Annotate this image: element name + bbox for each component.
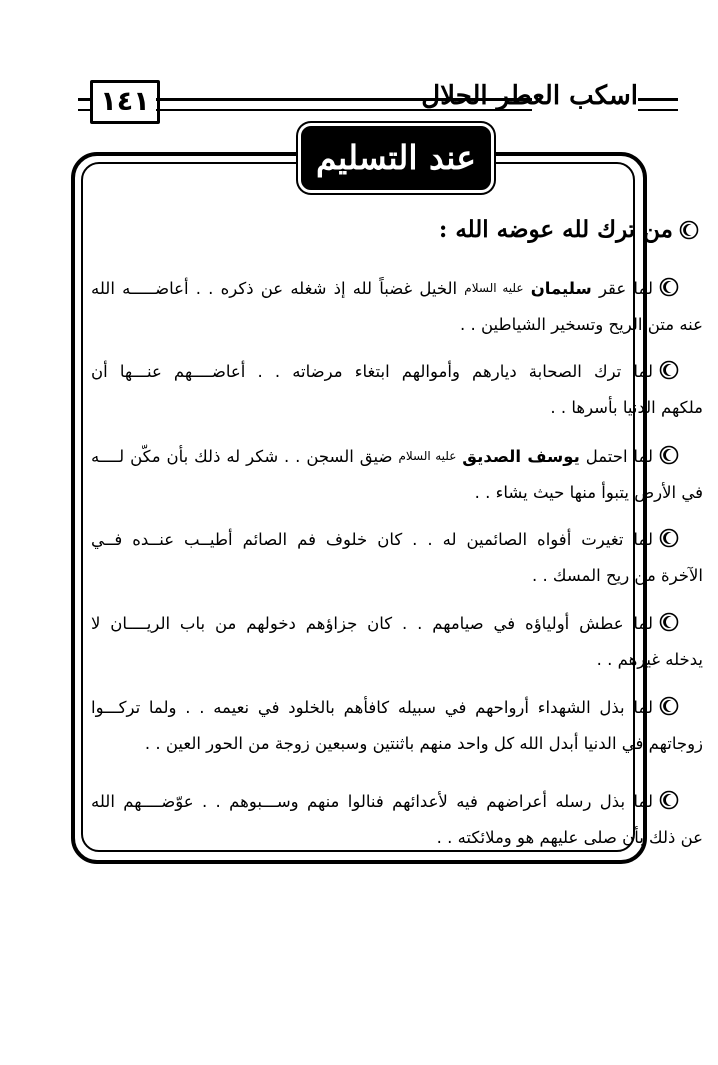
honorific: عليه السلام (398, 449, 457, 463)
item-line-2: زوجاتهم في الدنيا أبدل الله كل واحد منهم باثنتين وسبعين زوجة من الحور العين . . (144, 734, 703, 753)
item-text: ضيق السجن . . شكر له ذلك بأن مكّن لــــه (91, 447, 393, 466)
prophet-name: يوسف الصديق (462, 447, 580, 466)
item-line-2: عنه متن الريح وتسخير الشياطين . . (460, 315, 703, 334)
item-line-2: يدخله غيرهم . . (596, 650, 703, 669)
list-item (91, 606, 703, 678)
page-header (78, 72, 680, 122)
list-item (91, 784, 703, 856)
main-heading-text: من ترك لله عوضه الله : (438, 216, 673, 243)
item-text: لما احتمل (585, 447, 654, 466)
section-title: عند التسليم (301, 126, 491, 190)
list-item (91, 438, 703, 511)
crescent-icon (659, 445, 679, 465)
crescent-icon (659, 612, 679, 632)
crescent-icon (659, 790, 679, 810)
item-line-2: عن ذلك بأن صلى عليهم هو وملائكته . . (436, 828, 703, 847)
item-text: لما ترك الصحابة ديارهم وأموالهم ابتغاء مرضاته . . أعاضــــهم عنـــها أن (91, 362, 653, 381)
item-line-1 (91, 270, 703, 307)
item-text: الخيل غضباً لله إذ شغله عن ذكره . . أعاضـــــه الله (91, 279, 458, 298)
list-item (91, 690, 703, 762)
crescent-icon (659, 696, 679, 716)
item-line-1 (91, 606, 703, 642)
crescent-icon (679, 220, 699, 240)
item-line-1 (91, 522, 703, 558)
crescent-icon (659, 528, 679, 548)
item-line-2: في الأرض يتبوأ منها حيث يشاء . . (474, 483, 703, 502)
main-heading (439, 212, 699, 248)
crescent-icon (659, 360, 679, 380)
item-line-1 (91, 438, 703, 475)
item-text: لما بذل رسله أعراضهم فيه لأعدائهم فنالوا منهم وســـبوهم . . عوّضــــهم الله (91, 792, 653, 811)
list-item (91, 270, 703, 343)
item-line-1 (91, 784, 703, 820)
item-text: لما بذل الشهداء أرواحهم في سبيله كافأهم بالخلود في نعيمه . . ولما تركـــوا (91, 698, 653, 717)
running-title: اسكب العطر الحلال (421, 81, 638, 111)
item-line-2: ملكهم الدنيا بأسرها . . (550, 398, 703, 417)
item-line-2: الآخرة من ريح المسك . . (531, 566, 703, 585)
honorific: عليه السلام (464, 281, 524, 295)
item-text: لما عقر (598, 279, 654, 298)
prophet-name: سليمان (530, 279, 592, 298)
header-rule (78, 98, 90, 111)
page-number: ١٤١ (90, 80, 160, 124)
item-text: لما تغيرت أفواه الصائمين له . . كان خلوف فم الصائم أطيــب عنــده فــي (91, 530, 653, 549)
list-item (91, 522, 703, 594)
item-line-1 (91, 690, 703, 726)
list-item (91, 354, 703, 426)
crescent-icon (659, 277, 679, 297)
item-line-1 (91, 354, 703, 390)
header-rule (638, 98, 678, 111)
item-text: لما عطش أولياؤه في صيامهم . . كان جزاؤهم دخولهم من باب الريــــان لا (91, 614, 653, 633)
